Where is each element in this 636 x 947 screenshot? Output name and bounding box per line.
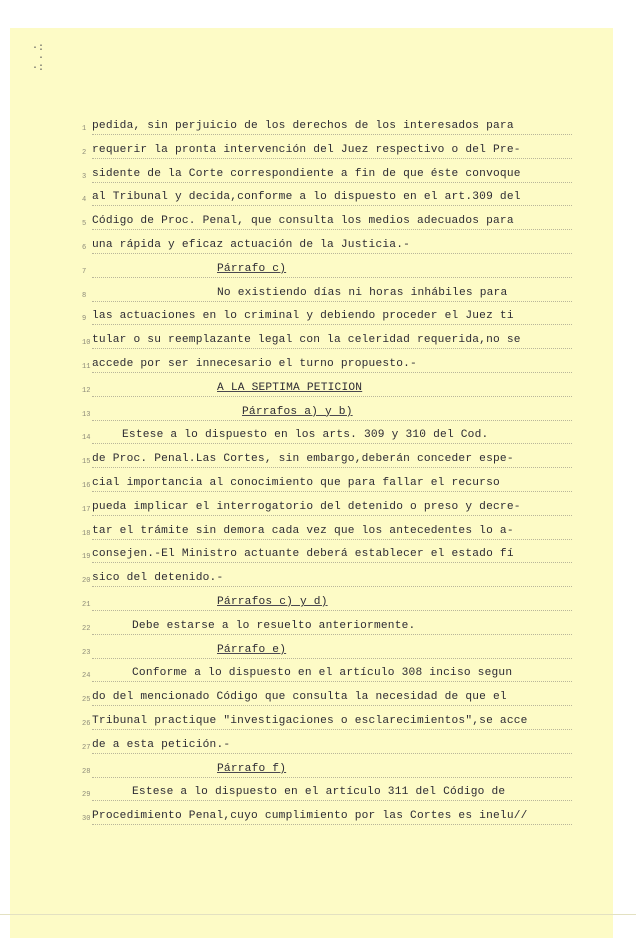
section-heading: Párrafo e) xyxy=(217,643,287,656)
document-line xyxy=(82,588,572,611)
line-number: 24 xyxy=(82,672,91,681)
document-line xyxy=(82,493,572,516)
line-number: 9 xyxy=(82,315,87,324)
document-line xyxy=(82,279,572,302)
section-heading: Párrafo c) xyxy=(217,262,287,275)
line-text: pedida, sin perjuicio de los derechos de los interesados para xyxy=(92,120,514,132)
line-number: 23 xyxy=(82,648,91,657)
line-text: accede por ser innecesario el turno propuesto.- xyxy=(92,358,417,370)
line-text: las actuaciones en lo criminal y debiendo proceder el Juez ti xyxy=(92,310,514,323)
document-line xyxy=(82,302,572,325)
line-number: 10 xyxy=(82,339,91,348)
line-text: una rápida y eficaz actuación de la Justicia.- xyxy=(92,239,411,251)
document-line xyxy=(82,540,572,563)
document-line xyxy=(82,802,572,825)
line-text: Código de Proc. Penal, que consulta los medios adecuados para xyxy=(92,215,514,228)
line-number: 19 xyxy=(82,553,91,562)
line-text: cial importancia al conocimiento que para fallar el recurso xyxy=(92,477,500,489)
line-number: 16 xyxy=(82,482,91,490)
document-line xyxy=(82,160,572,183)
line-text: Debe estarse a lo resuelto anteriormente. xyxy=(132,619,416,632)
document-line xyxy=(82,612,572,635)
line-text: de a esta petición.- xyxy=(92,738,231,751)
line-text: Conforme a lo dispuesto en el artículo 308 inciso segun xyxy=(132,667,513,680)
line-number: 20 xyxy=(82,577,91,586)
document-line xyxy=(82,183,572,206)
line-text: sico del detenido.- xyxy=(92,572,224,585)
document-line xyxy=(82,517,572,540)
line-text: sidente de la Corte correspondiente a fin de que éste convoque xyxy=(92,167,521,180)
line-text: Estese a lo dispuesto en los arts. 309 y 310 del Cod. xyxy=(122,429,489,442)
line-text: pueda implicar el interrogatorio del detenido o preso y decre- xyxy=(92,500,521,513)
line-number: 30 xyxy=(82,815,91,824)
line-number: 7 xyxy=(82,267,87,276)
line-number: 5 xyxy=(82,220,87,229)
line-number: 13 xyxy=(82,410,91,419)
document-line xyxy=(82,707,572,730)
document-line xyxy=(82,683,572,706)
line-text: al Tribunal y decida,conforme a lo dispuesto en el art.309 del xyxy=(92,191,521,204)
line-number: 22 xyxy=(82,624,91,633)
line-text: consejen.-El Ministro actuante deberá establecer el estado fí xyxy=(92,548,514,561)
document-line xyxy=(82,421,572,444)
line-number: 21 xyxy=(82,601,91,609)
document-line xyxy=(82,778,572,801)
line-text: No existiendo días ni horas inhábiles para xyxy=(217,286,508,299)
line-number: 1 xyxy=(82,125,87,133)
line-number: 28 xyxy=(82,767,91,776)
document-line xyxy=(82,564,572,587)
line-text: de Proc. Penal.Las Cortes, sin embargo,deberán conceder espe- xyxy=(92,453,514,466)
line-number: 18 xyxy=(82,529,91,538)
document-line xyxy=(82,636,572,659)
line-number: 11 xyxy=(82,363,91,371)
document-line xyxy=(82,350,572,373)
document-line xyxy=(82,445,572,468)
document-line xyxy=(82,136,572,159)
line-number: 17 xyxy=(82,505,91,514)
margin-marks: ·: · ·: xyxy=(32,43,45,74)
line-number: 12 xyxy=(82,386,91,395)
line-number: 14 xyxy=(82,434,91,443)
document-line xyxy=(82,207,572,230)
document-line xyxy=(82,755,572,778)
line-text: Tribunal practique "investigaciones o esclarecimientos",se acce xyxy=(92,715,528,727)
document-line xyxy=(82,326,572,349)
document-line xyxy=(82,398,572,421)
document-line xyxy=(82,659,572,682)
document-line xyxy=(82,231,572,254)
line-text: tular o su reemplazante legal con la celeridad requerida,no se xyxy=(92,334,521,347)
line-number: 25 xyxy=(82,696,91,705)
section-heading: Párrafos c) y d) xyxy=(217,596,328,608)
line-number: 3 xyxy=(82,172,87,181)
line-text: do del mencionado Código que consulta la necesidad de que el xyxy=(92,691,507,704)
line-number: 8 xyxy=(82,291,87,300)
line-number: 26 xyxy=(82,720,91,728)
line-text: requerir la pronta intervención del Juez respectivo o del Pre- xyxy=(92,143,521,156)
line-number: 2 xyxy=(82,148,87,157)
line-number: 27 xyxy=(82,743,91,752)
line-number: 4 xyxy=(82,196,87,205)
section-heading: A LA SEPTIMA PETICION xyxy=(217,381,363,394)
document-line xyxy=(82,255,572,278)
document-line xyxy=(82,469,572,492)
line-text: Procedimiento Penal,cuyo cumplimiento por las Cortes es inelu// xyxy=(92,810,528,823)
line-text: Estese a lo dispuesto en el artículo 311 del Código de xyxy=(132,786,506,799)
section-heading: Párrafos a) y b) xyxy=(242,405,353,418)
line-number: 29 xyxy=(82,791,91,800)
page-fold xyxy=(0,914,636,915)
line-number: 15 xyxy=(82,458,91,467)
line-number: 6 xyxy=(82,244,87,252)
document-line xyxy=(82,731,572,754)
section-heading: Párrafo f) xyxy=(217,762,287,775)
document-line xyxy=(82,112,572,135)
document-line xyxy=(82,374,572,397)
line-text: tar el trámite sin demora cada vez que los antecedentes lo a- xyxy=(92,524,514,537)
